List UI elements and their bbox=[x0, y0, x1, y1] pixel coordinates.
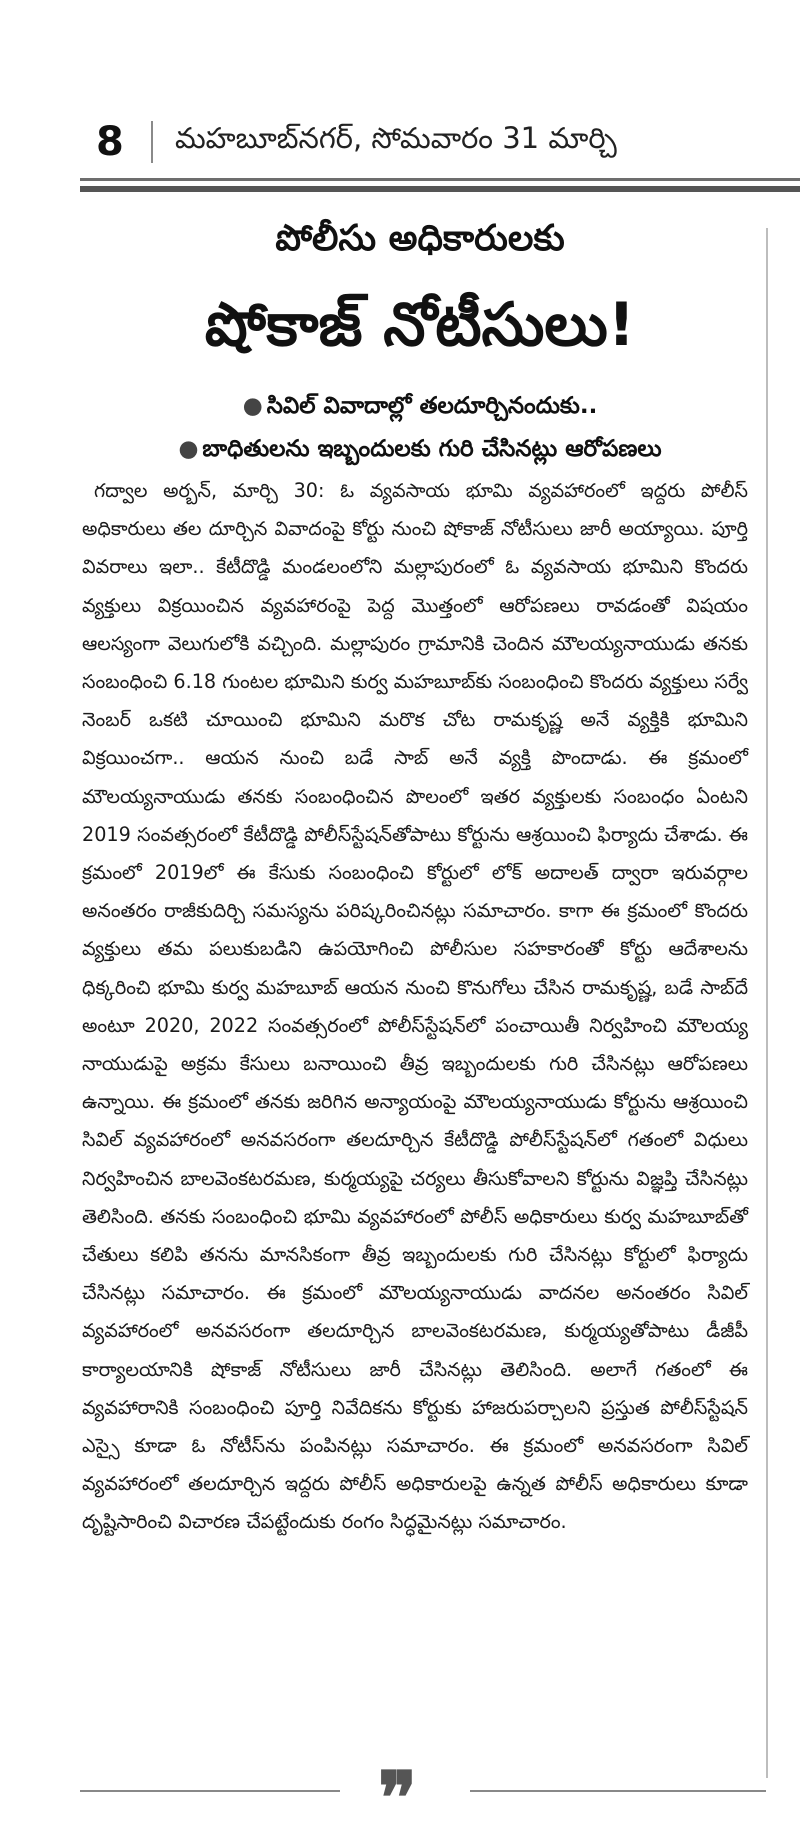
quote-mark-icon: ❞ bbox=[378, 1755, 417, 1840]
article-bullet bbox=[80, 436, 760, 468]
bullet-text: సివిల్ వివాదాల్లో తలదూర్చినందుకు.. bbox=[266, 393, 598, 419]
footer-rule-right bbox=[470, 1790, 766, 1792]
page-number: 8 bbox=[96, 119, 124, 165]
footer-rule-left bbox=[80, 1790, 340, 1792]
header-rule bbox=[80, 178, 800, 181]
bullet-dot-icon: ● bbox=[242, 393, 263, 419]
article-body: గద్వాల అర్బన్, మార్చి 30: ఓ వ్యవసాయ భూమి వ్యవహారంలో ఇద్దరు పోలీస్ అధికారులు తల దూర్చిన వివాదంపై కోర్టు నుంచి షోకాజ్ నోటీసులు జారీ అయ్యాయి. పూర్తి వివరాలు ఇలా.. కేటీదొడ్డి మండలంలోని మల్లాపురంలో ఓ వ్యవసాయ భూమిని కొందరు వ్యక్తులు విక్రయించిన వ్యవహారంపై పెద్ద మొత్తంలో ఆరోపణలు రావడంతో విషయం ఆలస్యంగా వెలుగులోకి వచ్చింది. మల్లాపురం గ్రామానికి చెందిన మౌలయ్యనాయుడు తనకు సంబంధించి 6.18 గుంటల భూమిని కుర్వ మహబూబ్‌కు సంబంధించి కొందరు వ్యక్తులు సర్వే నెంబర్ ఒకటి చూయించి భూమిని మరొక చోట రామకృష్ణ అనే వ్యక్తికి భూమిని విక్రయించగా.. ఆయన నుంచి బడే సాబ్ అనే వ్యక్తి పొందాడు. ఈ క్రమంలో మౌలయ్యనాయుడు తనకు సంబంధించిన పొలంలో ఇతర వ్యక్తులకు సంబంధం ఏంటని 2019 సంవత్సరంలో కేటీదొడ్డి పోలీస్‌స్టేషన్‌తోపాటు కోర్టును ఆశ్రయించి ఫిర్యాదు చేశాడు. ఈ క్రమంలో 2019లో ఈ కేసుకు సంబంధించి కోర్టులో లోక్ అదాలత్ ద్వారా ఇరువర్గాల అనంతరం రాజీకుదిర్చి సమస్యను పరిష్కరించినట్లు సమాచారం. కాగా ఈ క్రమంలో కొందరు వ్యక్తులు తమ పలుకుబడిని ఉపయోగించి పోలీసుల సహకారంతో కోర్టు ఆదేశాలను ధిక్కరించి భూమి కుర్వ మహబూబ్ ఆయన నుంచి కొనుగోలు చేసిన రామకృష్ణ, బడే సాబ్‌దే అంటూ 2020, 2022 సంవత్సరంలో పోలీస్‌స్టేషన్‌లో పంచాయితీ నిర్వహించి మౌలయ్య నాయుడుపై అక్రమ కేసులు బనాయించి తీవ్ర ఇబ్బందులకు గురి చేసినట్లు ఆరోపణలు ఉన్నాయి. ఈ క్రమంలో తనకు జరిగిన అన్యాయంపై మౌలయ్యనాయుడు కోర్టును ఆశ్రయించి సివిల్ వ్యవహారంలో అనవసరంగా తలదూర్చిన కేటీదొడ్డి పోలీస్‌స్టేషన్‌లో గతంలో విధులు నిర్వహించిన బాలవెంకటరమణ, కుర్మయ్యపై చర్యలు తీసుకోవాలని కోర్టును విజ్ఞప్తి చేసినట్లు తెలిసింది. తనకు సంబంధించి భూమి వ్యవహారంలో పోలీస్ అధికారులు కుర్వ మహబూబ్‌తో చేతులు కలిపి తనను మానసికంగా తీవ్ర ఇబ్బందులకు గురి చేసినట్లు కోర్టులో ఫిర్యాదు చేసినట్లు సమాచారం. ఈ క్రమంలో మౌలయ్యనాయుడు వాదనల అనంతరం సివిల్ వ్యవహారంలో అనవసరంగా తలదూర్చిన బాలవెంకటరమణ, కుర్మయ్యతోపాటు డీజీపీ కార్యాలయానికి షోకాజ్ నోటీసులు జారీ చేసినట్లు తెలిసింది. అలాగే గతంలో ఈ వ్యవహారానికి సంబంధించి పూర్తి నివేదికను కోర్టుకు హాజరుపర్చాలని ప్రస్తుత పోలీస్‌స్టేషన్ ఎస్సై కూడా ఓ నోటీస్‌ను పంపినట్లు సమాచారం. ఈ క్రమంలో అనవసరంగా సివిల్ వ్యవహారంలో తలదూర్చిన ఇద్దరు పోలీస్ అధికారులపై ఉన్నత పోలీస్ అధికారులు కూడా దృష్టిసారించి విచారణ చేపట్టేందుకు రంగం సిద్ధమైనట్లు సమాచారం. bbox=[82, 479, 748, 1534]
header-rule-thick bbox=[80, 186, 800, 192]
article-bullet bbox=[80, 393, 760, 425]
dateline: మహబూబ్‌నగర్, సోమవారం 31 మార్చి bbox=[175, 121, 617, 155]
column-divider bbox=[766, 228, 768, 1778]
article-kicker: పోలీసు అధికారులకు bbox=[275, 218, 565, 259]
article-headline: షోకాజ్ నోటీసులు! bbox=[204, 290, 636, 360]
page-header bbox=[96, 112, 800, 172]
header-divider bbox=[151, 121, 153, 163]
bullet-text: బాధితులను ఇబ్బందులకు గురి చేసినట్లు ఆరోపణలు bbox=[202, 436, 662, 462]
bullet-dot-icon: ● bbox=[178, 436, 199, 462]
